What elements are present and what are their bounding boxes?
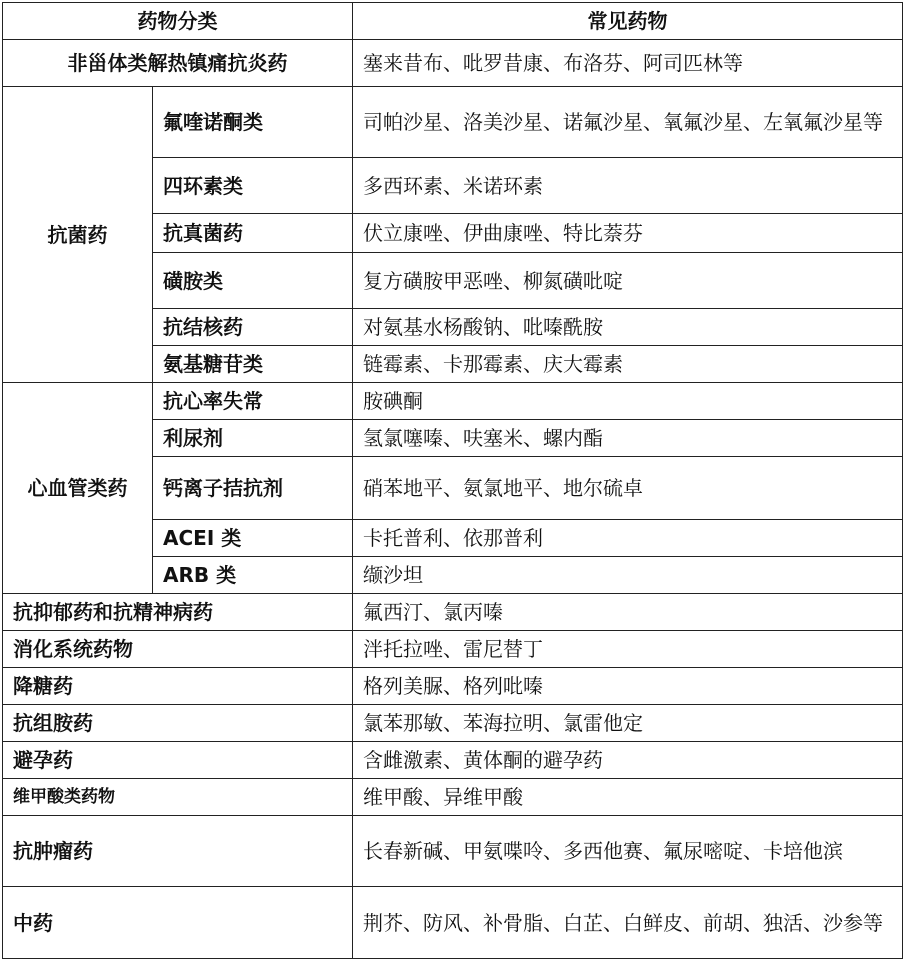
drugs-cell: 复方磺胺甲恶唑、柳氮磺吡啶 xyxy=(353,253,903,309)
table-row xyxy=(3,887,903,959)
drugs-cell: 含雌激素、黄体酮的避孕药 xyxy=(353,742,903,779)
table-row xyxy=(3,594,903,631)
subcategory-cell: 钙离子拮抗剂 xyxy=(153,457,353,520)
category-cell: 抗组胺药 xyxy=(3,705,353,742)
table-row xyxy=(3,816,903,887)
category-cell: 中药 xyxy=(3,887,353,959)
subcategory-cell: 抗心率失常 xyxy=(153,383,353,420)
category-cell: 抗肿瘤药 xyxy=(3,816,353,887)
table-row xyxy=(3,40,903,87)
subcategory-cell: ACEI 类 xyxy=(153,520,353,557)
table-row xyxy=(3,742,903,779)
drugs-cell: 氟西汀、氯丙嗪 xyxy=(353,594,903,631)
subcategory-cell: 氟喹诺酮类 xyxy=(153,87,353,158)
drugs-cell: 对氨基水杨酸钠、吡嗪酰胺 xyxy=(353,309,903,346)
table-row xyxy=(3,668,903,705)
category-cell: 抗抑郁药和抗精神病药 xyxy=(3,594,353,631)
drugs-cell: 氯苯那敏、苯海拉明、氯雷他定 xyxy=(353,705,903,742)
subcategory-cell: 四环素类 xyxy=(153,158,353,214)
header-category: 药物分类 xyxy=(3,3,353,40)
drugs-cell: 伏立康唑、伊曲康唑、特比萘芬 xyxy=(353,214,903,253)
drugs-cell: 链霉素、卡那霉素、庆大霉素 xyxy=(353,346,903,383)
subcategory-cell: 抗真菌药 xyxy=(153,214,353,253)
subcategory-cell: 磺胺类 xyxy=(153,253,353,309)
table-row xyxy=(3,383,903,420)
table-row xyxy=(3,87,903,158)
table-row xyxy=(3,779,903,816)
table-row xyxy=(3,631,903,668)
subcategory-cell: 利尿剂 xyxy=(153,420,353,457)
category-cell: 消化系统药物 xyxy=(3,631,353,668)
header-drugs: 常见药物 xyxy=(353,3,903,40)
drugs-cell: 格列美脲、格列吡嗪 xyxy=(353,668,903,705)
drugs-cell: 卡托普利、依那普利 xyxy=(353,520,903,557)
drug-table xyxy=(2,2,903,959)
drugs-cell: 多西环素、米诺环素 xyxy=(353,158,903,214)
drugs-cell: 缬沙坦 xyxy=(353,557,903,594)
subcategory-cell: ARB 类 xyxy=(153,557,353,594)
drugs-cell: 胺碘酮 xyxy=(353,383,903,420)
drugs-cell: 司帕沙星、洛美沙星、诺氟沙星、氧氟沙星、左氧氟沙星等 xyxy=(353,87,903,158)
subcategory-cell: 抗结核药 xyxy=(153,309,353,346)
drugs-cell: 荆芥、防风、补骨脂、白芷、白鲜皮、前胡、独活、沙参等 xyxy=(353,887,903,959)
group-label-cardio: 心血管类药 xyxy=(3,383,153,594)
drugs-cell: 长春新碱、甲氨喋呤、多西他赛、氟尿嘧啶、卡培他滨 xyxy=(353,816,903,887)
subcategory-cell: 氨基糖苷类 xyxy=(153,346,353,383)
drugs-cell: 硝苯地平、氨氯地平、地尔硫卓 xyxy=(353,457,903,520)
category-cell: 维甲酸类药物 xyxy=(3,779,353,816)
group-label-antibacterial: 抗菌药 xyxy=(3,87,153,383)
drugs-cell: 泮托拉唑、雷尼替丁 xyxy=(353,631,903,668)
table-row xyxy=(3,705,903,742)
drugs-cell: 氢氯噻嗪、呋塞米、螺内酯 xyxy=(353,420,903,457)
drugs-cell: 塞来昔布、吡罗昔康、布洛芬、阿司匹林等 xyxy=(353,40,903,87)
category-cell: 避孕药 xyxy=(3,742,353,779)
category-cell: 非甾体类解热镇痛抗炎药 xyxy=(3,40,353,87)
category-cell: 降糖药 xyxy=(3,668,353,705)
drugs-cell: 维甲酸、异维甲酸 xyxy=(353,779,903,816)
